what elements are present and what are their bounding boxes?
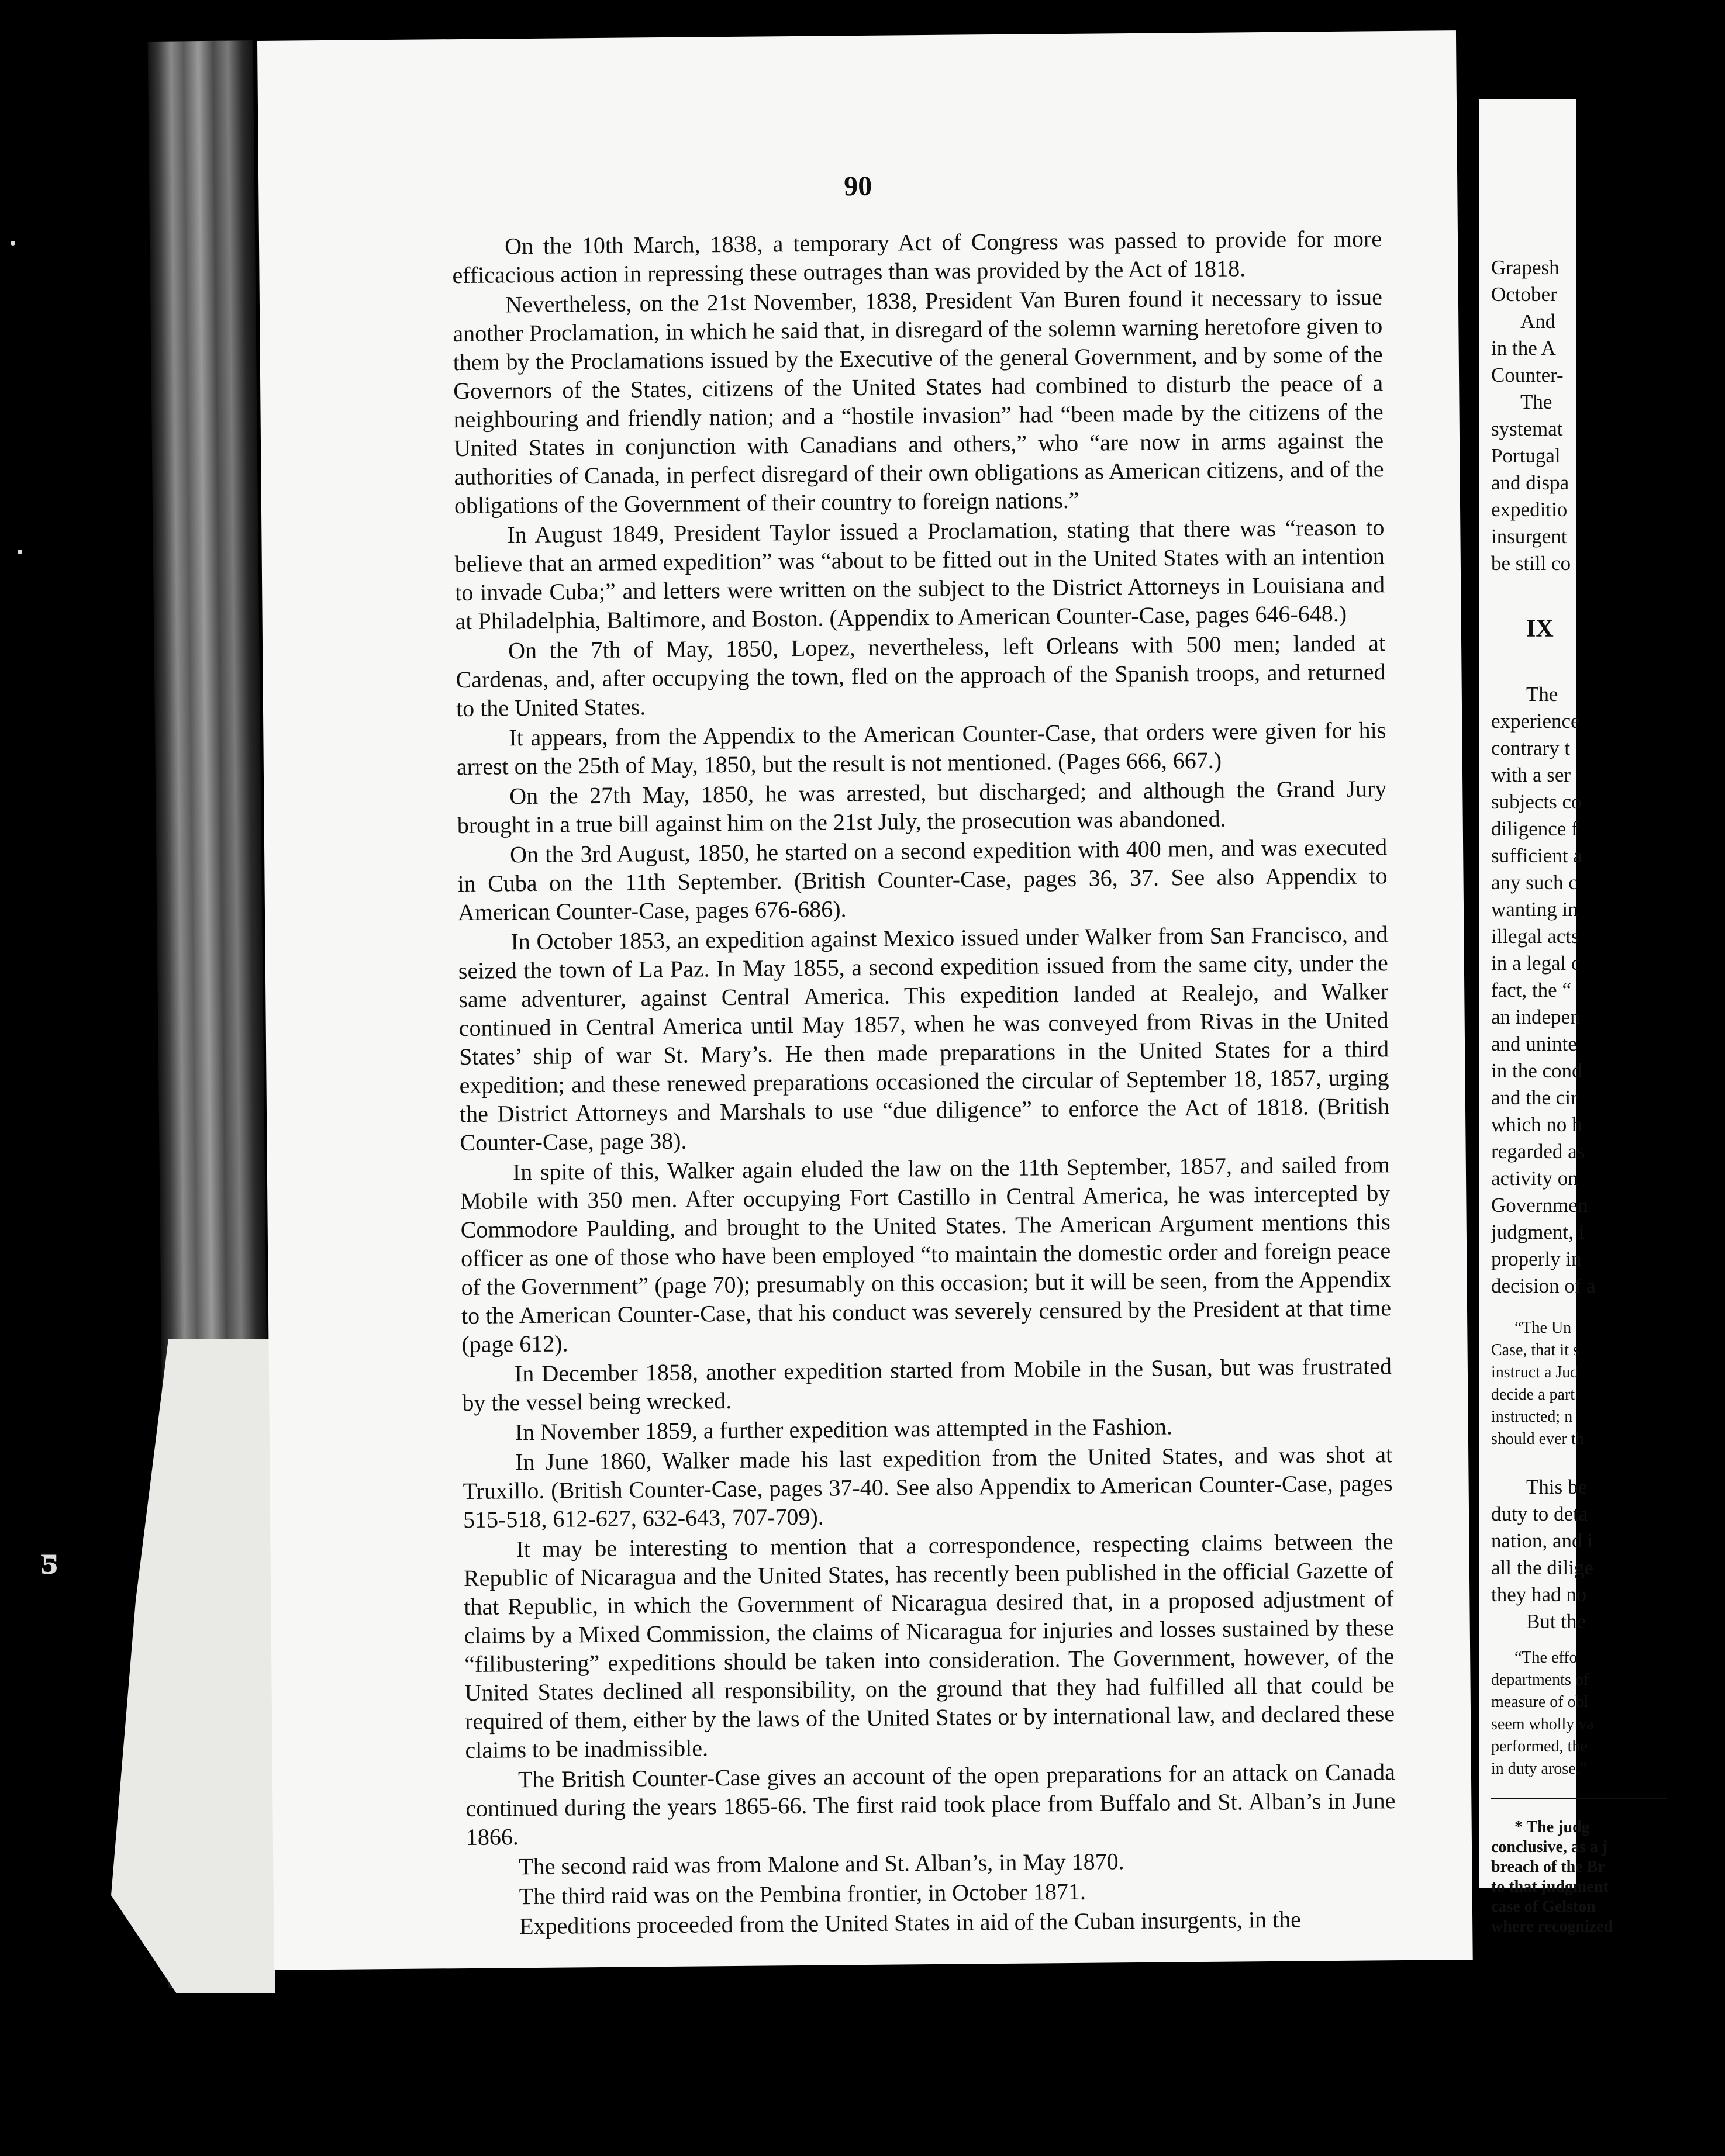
text-line: Counter- [1491,364,1564,386]
text-line: decide a part [1491,1385,1575,1404]
page-body [452,224,1396,1942]
text-line: activity on [1491,1167,1578,1190]
text-line: Case, that it s [1491,1341,1579,1359]
text-line: performed, the [1491,1737,1588,1756]
text-line: wanting in [1491,898,1578,921]
text-line: breach of the Br [1491,1858,1605,1876]
text-line: they had no [1491,1583,1587,1606]
quotation-block [1491,1647,1725,1780]
text-line: all the dilige [1491,1556,1593,1579]
text-line: contrary t [1491,737,1571,759]
text-line: any such c [1491,871,1578,894]
paragraph: The British Counter-Case gives an account of the open preparations for an attack on Canada continued during the years 1865-66. The first raid took place from Buffalo and St. Alban’s in June 1866. [465,1758,1396,1851]
paragraph: It may be interesting to mention that a correspondence, respecting claims between the Republic of Nicaragua and the United States, has recently been published in the official Gazette of that Republic, in which the Government of Nicaragua desired that, in a proposed adjustment of claims by a Mixed Commission, the claims of Nicaragua for injuries and losses sustained by these “filibustering” expeditions should be taken into consideration. The Government, however, of the United States declined all responsibility, on the ground that they had fulfilled all that could be required of them, either by the laws of the United States or by international law, and declared these claims to be inadmissible. [463,1528,1395,1764]
text-line: instructed; n [1491,1408,1573,1426]
text-line: Portugal [1491,444,1561,467]
text-line: in the cond [1491,1059,1582,1082]
scan-speck [18,550,22,554]
left-page [257,30,1473,1970]
paragraph: On the 10th March, 1838, a temporary Act of Congress was passed to provide for more efficacious action in repressing these outrages than was provided by the Act of 1818. [452,225,1382,289]
text-line: fact, the “ [1491,979,1571,1001]
text-line: nation, and i [1491,1529,1593,1552]
paragraph: Nevertheless, on the 21st November, 1838, President Van Buren found it necessary to issue another Proclamation, in which he said that, in disregard of the solemn warning heretofore given to them by the Proclamations issued by the Executive of the general Government, and by some of the Governors of the States, citizens of the United States had combined to disturb the peace of a neighbouring and friendly nation; and a “hostile invasion” had “been made by the citizens of the United States in conjunction with Canadians and others,” who “are now in arms against the authorities of Canada, in perfect disregard of their own obligations as American citizens, and of the obligations of the Government of their country to foreign nations.” [453,284,1384,519]
footnote [1491,1816,1725,1936]
section-heading: IX [1526,616,1554,642]
paragraph: The third raid was on the Pembina frontier, in October 1871. [519,1878,1086,1910]
page-edge-fold [111,1339,275,1993]
paragraph: On the 27th May, 1850, he was arrested, but discharged; and although the Grand Jury brought in a true bill against him on the 21st July, the prosecution was abandoned. [457,775,1387,839]
text-line: illegal acts [1491,925,1579,948]
text-line: duty to deta [1491,1502,1588,1525]
text-line: to that judgment [1491,1878,1609,1896]
paragraph: On the 3rd August, 1850, he started on a second expedition with 400 men, and was executed in Cuba on the 11th September. (British Counter-Case, pages 36, 37. See also Appendix to American Counter-Case, pages 676-686). [457,834,1388,926]
text-line: sufficient a [1491,844,1582,867]
text-line: “The Un [1514,1319,1572,1337]
text-line: The [1526,683,1558,706]
paragraph: It appears, from the Appendix to the American Counter-Case, that orders were given for his arrest on the 25th of May, 1850, but the result is not mentioned. (Pages 666, 667.) [456,717,1386,780]
text-line: in the A [1491,337,1556,360]
right-page-partial [1479,99,1613,1936]
text-line: Governmen [1491,1194,1588,1217]
quotation-block [1491,1317,1725,1450]
text-line: should ever th [1491,1430,1584,1448]
text-line: case of Gelston [1491,1898,1596,1916]
footnote-rule [1491,1798,1667,1799]
text-line: subjects co [1491,790,1582,813]
text-line: experience [1491,710,1580,733]
text-line: The [1520,391,1552,413]
text-line: be still co [1491,552,1571,575]
page-number: 90 [843,170,872,202]
paragraph: In June 1860, Walker made his last expedition from the United States, and was shot at Truxillo. (British Counter-Case, pages 37-40. See also Appendix to American Counter-Case, pages 515-518, 612-627, 632-643, 707-709). [463,1441,1393,1533]
text-line: conclusive, as a j [1491,1838,1608,1856]
text-line: which no h [1491,1113,1582,1136]
text-line: seem wholly va [1491,1715,1594,1733]
text-line: and uninte [1491,1032,1577,1055]
text-line: * The judg [1514,1818,1590,1836]
text-line: measure of obl [1491,1693,1589,1711]
text-line: regarded as [1491,1140,1585,1163]
text-line: with a ser [1491,763,1571,786]
scan-speck [11,241,15,246]
paragraph: The second raid was from Malone and St. Alban’s, in May 1870. [519,1848,1124,1880]
text-line: and the cir [1491,1086,1578,1109]
text-line: and dispa [1491,471,1569,494]
margin-mark: ƽ [41,1538,57,1583]
text-line: diligence f [1491,817,1578,840]
text-line: insurgent [1491,525,1567,548]
text-line: “The effo [1514,1649,1578,1667]
text-line: departments of [1491,1671,1589,1689]
paragraph-block [1491,1474,1725,1635]
text-line: decision of a [1491,1274,1596,1297]
text-line: October [1491,283,1557,306]
text-line: But the [1526,1610,1586,1633]
text-line: Grapesh [1491,256,1560,279]
text-line: in a legal c [1491,952,1581,975]
text-line: instruct a Jud [1491,1363,1579,1381]
text-line: This be [1526,1476,1588,1498]
paragraph: In November 1859, a further expedition was attempted in the Fashion. [515,1413,1173,1446]
paragraph: In December 1858, another expedition started from Mobile in the Susan, but was frustrated by the vessel being wrecked. [462,1353,1392,1416]
text-line: systemat [1491,417,1563,440]
text-line: expeditio [1491,498,1568,521]
text-line: properly in [1491,1248,1582,1270]
text-line: And [1520,310,1556,333]
text-line: in duty arose.” [1491,1760,1588,1778]
right-page-text [1491,254,1725,1936]
text-line: an indepen [1491,1006,1581,1028]
paragraph: In spite of this, Walker again eluded the law on the 11th September, 1857, and sailed from Mobile with 350 men. After occupying Fort Castillo in Central America, he was intercepted by Commodore Paulding, and brought to the United States. The American Argument mentions this officer as one of those who have been employed “to maintain the domestic order and foreign peace of the Government” (page 70); presumably on this occasion; but it will be seen, from the Appendix to the American Counter-Case, that his conduct was severely censured by the President at that time (page 612). [460,1151,1392,1358]
text-line: where recognized [1491,1917,1613,1936]
text-line: judgment, i [1491,1221,1585,1243]
paragraph: Expeditions proceeded from the United States in aid of the Cuban insurgents, in the [519,1906,1302,1940]
paragraph: In October 1853, an expedition against Mexico issued under Walker from San Francisco, and seized the town of La Paz. In May 1855, a second expedition issued from the same city, under the same adventurer, against Central America. This expedition landed at Realejo, and Walker continued in Central America until May 1857, when he was conveyed from Rivas in the United States’ ship of war St. Mary’s. He then made preparations in the United States for a third expedition; and these renewed preparations occasioned the circular of September 18, 1857, urging the District Attorneys and Marshals to use “due diligence” to enforce the Act of 1818. (British Counter-Case, page 38). [458,921,1390,1156]
paragraph: On the 7th of May, 1850, Lopez, nevertheless, left Orleans with 500 men; landed at Cardenas, and, after occupying the town, fled on the approach of the Spanish troops, and returned to the United States. [456,630,1386,722]
paragraph: In August 1849, President Taylor issued a Proclamation, stating that there was “reason to believe that an armed expedition” was “about to be fitted out in the United States with an intention to invade Cuba;” and letters were written on the subject to the District Attorneys in Louisiana and at Philadelphia, Baltimore, and Boston. (Appendix to American Counter-Case, pages 646-648.) [454,514,1385,635]
